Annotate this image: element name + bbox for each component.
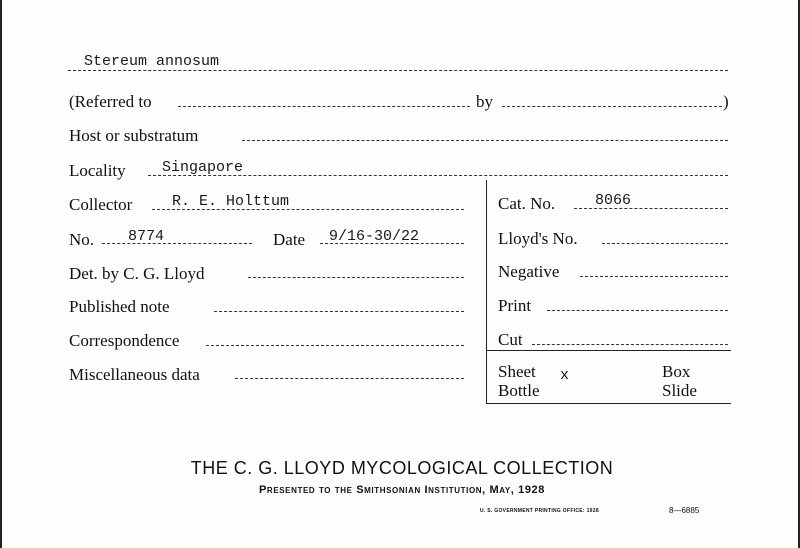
host-label: Host or substratum bbox=[69, 126, 199, 145]
published-label: Published note bbox=[69, 297, 170, 316]
collector-value: R. E. Holttum bbox=[172, 193, 290, 210]
no-value: 8774 bbox=[128, 228, 165, 245]
print-line bbox=[547, 310, 728, 311]
cut-line bbox=[532, 344, 728, 345]
lloyds-no-line bbox=[602, 243, 728, 244]
correspondence-label: Correspondence bbox=[69, 331, 180, 350]
species-name: Stereum annosum bbox=[84, 53, 220, 70]
published-line bbox=[214, 311, 464, 312]
det-label: Det. by C. G. Lloyd bbox=[69, 264, 205, 283]
date-value: 9/16-30/22 bbox=[329, 228, 420, 245]
sheet-mark: x bbox=[560, 367, 570, 384]
host-line bbox=[242, 140, 728, 141]
printer-imprint: U. S. GOVERNMENT PRINTING OFFICE: 1928 bbox=[480, 508, 599, 514]
det-line bbox=[248, 277, 464, 278]
by-label: by bbox=[476, 92, 493, 111]
negative-line bbox=[580, 276, 728, 277]
bottle-label: Bottle bbox=[498, 381, 540, 400]
species-line bbox=[68, 70, 728, 71]
no-line bbox=[102, 243, 252, 244]
close-paren: ) bbox=[723, 92, 729, 111]
locality-label: Locality bbox=[69, 161, 126, 180]
locality-line bbox=[148, 175, 728, 176]
by-line bbox=[502, 106, 722, 107]
lloyds-no-label: Lloyd's No. bbox=[498, 229, 578, 248]
locality-value: Singapore bbox=[162, 159, 244, 176]
catalog-box-bottom-border bbox=[486, 403, 731, 404]
collection-subtitle: Presented to the Smithsonian Institution, May, 1928 bbox=[259, 484, 545, 496]
referred-to-label: (Referred to bbox=[69, 92, 152, 111]
catalog-box-left-border bbox=[486, 180, 487, 404]
slide-label: Slide bbox=[662, 381, 697, 400]
no-label: No. bbox=[69, 230, 95, 249]
negative-label: Negative bbox=[498, 262, 560, 281]
collector-line bbox=[152, 209, 464, 210]
box-label: Box bbox=[662, 362, 691, 381]
sheet-label: Sheet bbox=[498, 362, 536, 381]
collection-title: THE C. G. LLOYD MYCOLOGICAL COLLECTION bbox=[190, 458, 614, 478]
cat-no-label: Cat. No. bbox=[498, 194, 556, 213]
print-label: Print bbox=[498, 296, 532, 315]
correspondence-line bbox=[206, 345, 464, 346]
form-number: 8—6885 bbox=[669, 506, 700, 515]
cat-no-line bbox=[574, 208, 728, 209]
cut-row-rule bbox=[486, 350, 731, 351]
collector-label: Collector bbox=[69, 195, 133, 214]
misc-line bbox=[235, 378, 464, 379]
referred-to-line bbox=[178, 106, 470, 107]
cat-no-value: 8066 bbox=[595, 192, 632, 209]
date-line bbox=[320, 243, 464, 244]
misc-label: Miscellaneous data bbox=[69, 365, 200, 384]
date-label: Date bbox=[273, 230, 306, 249]
cut-label: Cut bbox=[498, 330, 523, 349]
